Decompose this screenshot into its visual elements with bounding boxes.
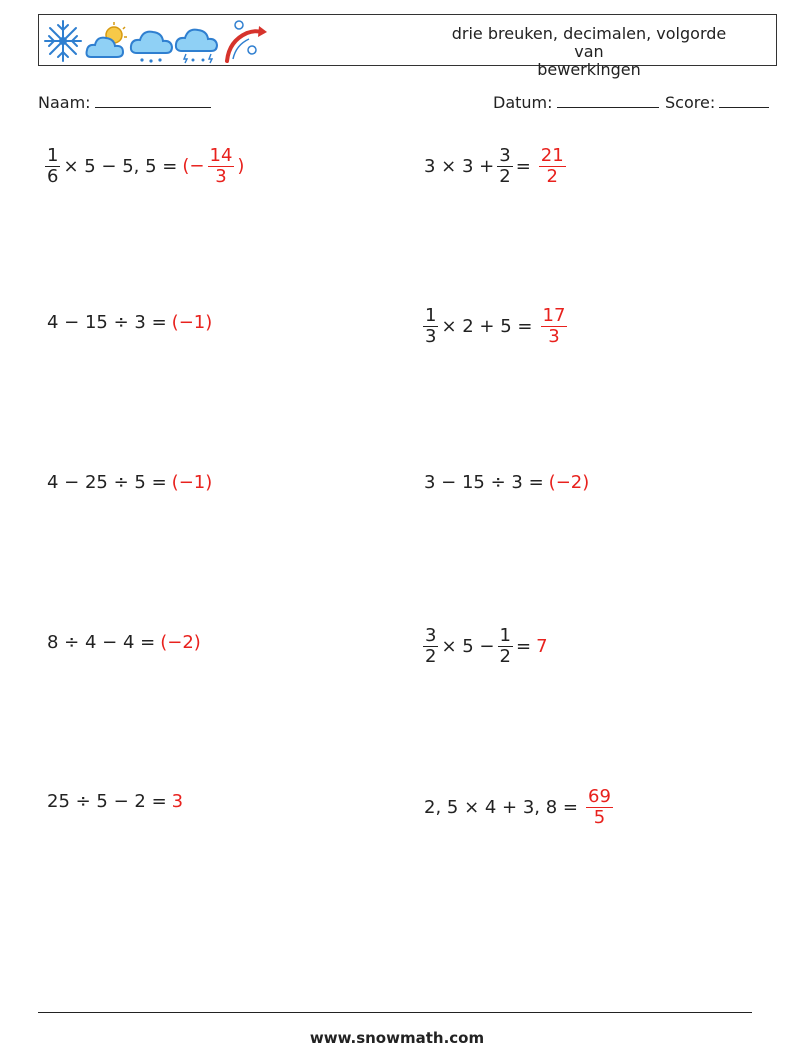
wind-icon [227, 21, 267, 61]
fraction: $\frac{1}{3}$ [425, 305, 437, 347]
expression: × 2 + 5 = [441, 316, 533, 337]
problem-6 [424, 472, 589, 493]
problem-10 [424, 787, 616, 828]
answer: (− $\frac{14}{3}$ ) [182, 145, 245, 187]
answer: $\frac{17}{3}$ [542, 305, 566, 347]
expression: 2, 5 × 4 + 3, 8 = [424, 797, 579, 818]
score-label: Score: [665, 93, 716, 112]
worksheet-title [439, 25, 739, 79]
name-field[interactable] [38, 93, 211, 112]
expression: 3 × 3 + [424, 156, 495, 177]
sun-cloud-icon [87, 22, 128, 57]
fraction: $\frac{1}{2}$ [499, 625, 511, 667]
expression: 4 − 25 ÷ 5 = [47, 472, 167, 493]
problem-2 [424, 146, 569, 187]
score-field[interactable] [665, 93, 769, 112]
problem-4 [420, 306, 570, 347]
expression: 3 − 15 ÷ 3 = [424, 472, 544, 493]
fraction: $\frac{1}{6}$ [47, 145, 59, 187]
problem-5 [47, 472, 212, 493]
weather-icons [41, 17, 267, 65]
problem-1 [42, 146, 244, 187]
thunder-rain-cloud-icon [176, 30, 217, 63]
title-line-1: drie breuken, decimalen, volgorde van [451, 24, 727, 61]
fraction: $\frac{3}{2}$ [425, 625, 437, 667]
fraction: $\frac{3}{2}$ [499, 145, 511, 187]
rain-cloud-icon [131, 32, 172, 63]
expression: 8 ÷ 4 − 4 = [47, 632, 156, 653]
footer-url[interactable]: www.snowmath.com [309, 1029, 485, 1047]
answer: (−2) [548, 472, 590, 493]
score-blank[interactable] [719, 93, 769, 108]
problem-3 [47, 312, 212, 333]
problem-8 [420, 626, 548, 667]
snowflake-icon [45, 21, 81, 61]
name-blank[interactable] [95, 93, 211, 108]
header-box [38, 14, 777, 79]
answer: (−2) [160, 632, 201, 653]
answer: 3 [171, 791, 184, 812]
date-label: Datum: [493, 93, 553, 112]
equals: = [515, 636, 532, 657]
footer-divider [38, 1012, 752, 1013]
expression: × 5 − 5, 5 = [63, 156, 178, 177]
answer: (−1) [171, 312, 213, 333]
problem-9 [47, 791, 183, 812]
expression: × 5 − [441, 636, 495, 657]
answer: $\frac{21}{2}$ [540, 145, 564, 187]
title-line-2: bewerkingen [537, 60, 641, 79]
name-label: Naam: [38, 93, 91, 112]
answer: 7 [536, 636, 548, 657]
answer: $\frac{69}{5}$ [588, 786, 611, 828]
date-field[interactable] [493, 93, 659, 112]
equals: = [515, 156, 531, 177]
answer: (−1) [171, 472, 213, 493]
problem-7 [47, 632, 201, 653]
expression: 25 ÷ 5 − 2 = [47, 791, 167, 812]
expression: 4 − 15 ÷ 3 = [47, 312, 167, 333]
date-blank[interactable] [557, 93, 659, 108]
